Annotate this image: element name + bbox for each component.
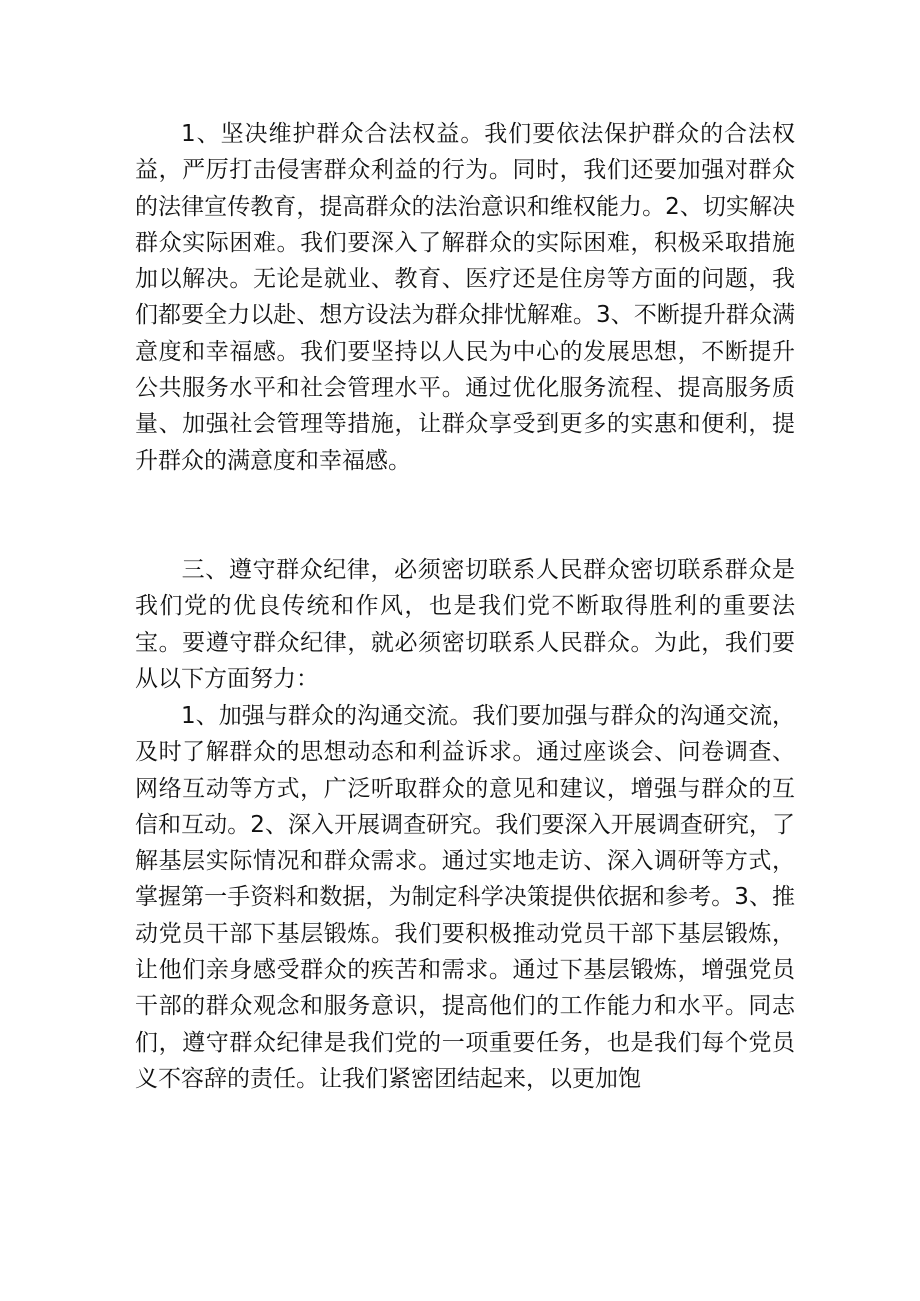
paragraph-rights-and-difficulties <box>135 116 795 479</box>
paragraph-text: 1、加强与群众的沟通交流。我们要加强与群众的沟通交流，及时了解群众的思想动态和利益诉求。通过座谈会、问卷调查、网络互动等方式，广泛听取群众的意见和建议，增强与群众的互信和互动。2、深入开展调查研究。我们要深入开展调查研究，了解基层实际情况和群众需求。通过实地走访、深入调研等方式，掌握第一手资料和数据，为制定科学决策提供依据和参考。3、推动党员干部下基层锻炼。我们要积极推动党员干部下基层锻炼，让他们亲身感受群众的疾苦和需求。通过下基层锻炼，增强党员干部的群众观念和服务意识，提高他们的工作能力和水平。同志们，遵守群众纪律是我们党的一项重要任务，也是我们每个党员义不容辞的责任。让我们紧密团结起来，以更加饱 <box>135 703 795 1092</box>
paragraph-text: 1、坚决维护群众合法权益。我们要依法保护群众的合法权益，严厉打击侵害群众利益的行为。同时，我们还要加强对群众的法律宣传教育，提高群众的法治意识和维权能力。2、切实解决群众实际困难。我们要深入了解群众的实际困难，积极采取措施加以解决。无论是就业、教育、医疗还是住房等方面的问题，我们都要全力以赴、想方设法为群众排忧解难。3、不断提升群众满意度和幸福感。我们要坚持以人民为中心的发展思想，不断提升公共服务水平和社会管理水平。通过优化服务流程、提高服务质量、加强社会管理等措施，让群众享受到更多的实惠和便利，提升群众的满意度和幸福感。 <box>135 121 795 474</box>
paragraph-section-three-heading <box>135 552 795 697</box>
paragraph-text: 三、遵守群众纪律，必须密切联系人民群众密切联系群众是我们党的优良传统和作风，也是我们党不断取得胜利的重要法宝。要遵守群众纪律，就必须密切联系人民群众。为此，我们要从以下方面努力： <box>135 557 795 692</box>
paragraph-communication-and-research <box>135 698 795 1097</box>
